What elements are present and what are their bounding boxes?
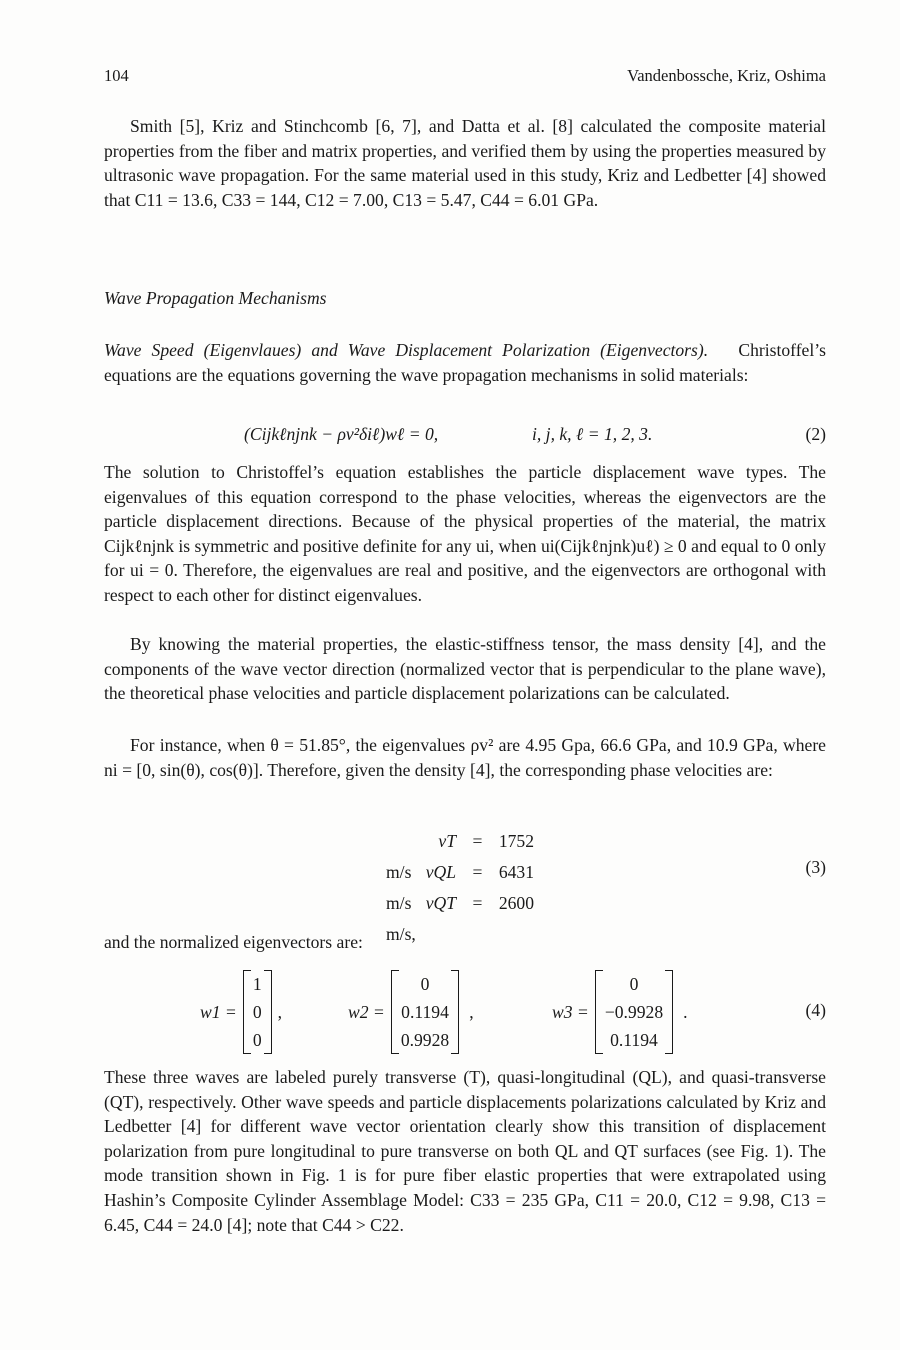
- page-header: [104, 66, 826, 90]
- paragraph-solution: The solution to Christoffel’s equation establishes the particle displacement wave types. The eigenvalues of this equation correspond to the phase velocities, whereas the eigenvectors are the particle displacement directions. Because of the physical properties of the material, the matrix Cijkℓnjnk is symmetric and positive definite for any ui, when ui(Cijkℓnjnk)uℓ) ≥ 0 and equal to 0 only for ui = 0. Therefore, the eigenvalues are real and positive, and the eigenvectors are orthogonal with respect to each other for distinct eigenvalues.: [104, 462, 826, 605]
- vector-w2: w2 = 0 0.1194 0.9928 ,: [348, 970, 474, 1054]
- equation-3-row: vT = 1752 m/s: [386, 831, 534, 882]
- equation-4: [104, 970, 826, 1054]
- equation-3-row: vQT = 2600 m/s,: [386, 893, 534, 944]
- matrix-w1: 1 0 0: [243, 970, 272, 1054]
- equation-2-expression: (Cijkℓnjnk − ρv²δiℓ)wℓ = 0,: [244, 424, 439, 444]
- vector-w1: w1 = 1 0 0 ,: [200, 970, 282, 1054]
- subsection-paragraph: [104, 338, 826, 387]
- subsection-text: Christoffel’s equations are the equations governing the wave propagation mechanisms in solid materials:: [104, 340, 826, 385]
- equation-2-indices: i, j, k, ℓ = 1, 2, 3.: [532, 424, 653, 444]
- subsection-title: Wave Speed (Eigenvlaues) and Wave Displacement Polarization (Eigenvectors).: [104, 340, 709, 360]
- section-heading: Wave Propagation Mechanisms: [104, 288, 327, 308]
- paragraph-knowing: By knowing the material properties, the elastic-stiffness tensor, the mass density [4], and the components of the wave vector direction (normalized vector that is perpendicular to the plane wave), the theoretical phase velocities and particle displacement polarizations can be calculated.: [104, 634, 826, 704]
- equation-3-number: (3): [805, 857, 826, 877]
- vector-w3: w3 = 0 −0.9928 0.1194 .: [552, 970, 688, 1054]
- matrix-w2: 0 0.1194 0.9928: [391, 970, 459, 1054]
- equation-3-row: vQL = 6431 m/s: [386, 862, 534, 913]
- paragraph-instance: For instance, when θ = 51.85°, the eigenvalues ρv² are 4.95 Gpa, 66.6 GPa, and 10.9 GPa, where ni = [0, sin(θ), cos(θ)]. Therefore, given the density [4], the corresponding phase velocities are:: [104, 735, 826, 780]
- page-number: 104: [104, 66, 129, 85]
- equation-2-number: (2): [805, 424, 826, 444]
- matrix-w3: 0 −0.9928 0.1194: [595, 970, 673, 1054]
- intro-paragraph: Smith [5], Kriz and Stinchcomb [6, 7], and Datta et al. [8] calculated the composite material properties from the fiber and matrix properties, and verified them by using the properties measured by ultrasonic wave propagation. For the same material used in this study, Kriz and Ledbetter [4] showed that C11 = 13.6, C33 = 144, C12 = 7.00, C13 = 5.47, C44 = 6.01 GPa.: [104, 116, 826, 210]
- eigenvectors-intro: and the normalized eigenvectors are:: [104, 932, 363, 952]
- paragraph-waves: These three waves are labeled purely transverse (T), quasi-longitudinal (QL), and quasi-transverse (QT), respectively. Other wave speeds and particle displacements polarizations calculated by Kriz and Ledbetter [4] for different wave vector orientation clearly show this transition of displacement polarization from pure longitudinal to pure transverse on both QL and QT surfaces (see Fig. 1). The mode transition shown in Fig. 1 is for pure fiber elastic properties that were extrapolated using Hashin’s Composite Cylinder Assemblage Model: C33 = 235 GPa, C11 = 20.0, C12 = 9.98, C13 = 6.45, C44 = 24.0 [4]; note that C44 > C22.: [104, 1067, 826, 1235]
- equation-4-number: (4): [805, 1000, 826, 1020]
- running-head: Vandenbossche, Kriz, Oshima: [627, 66, 826, 85]
